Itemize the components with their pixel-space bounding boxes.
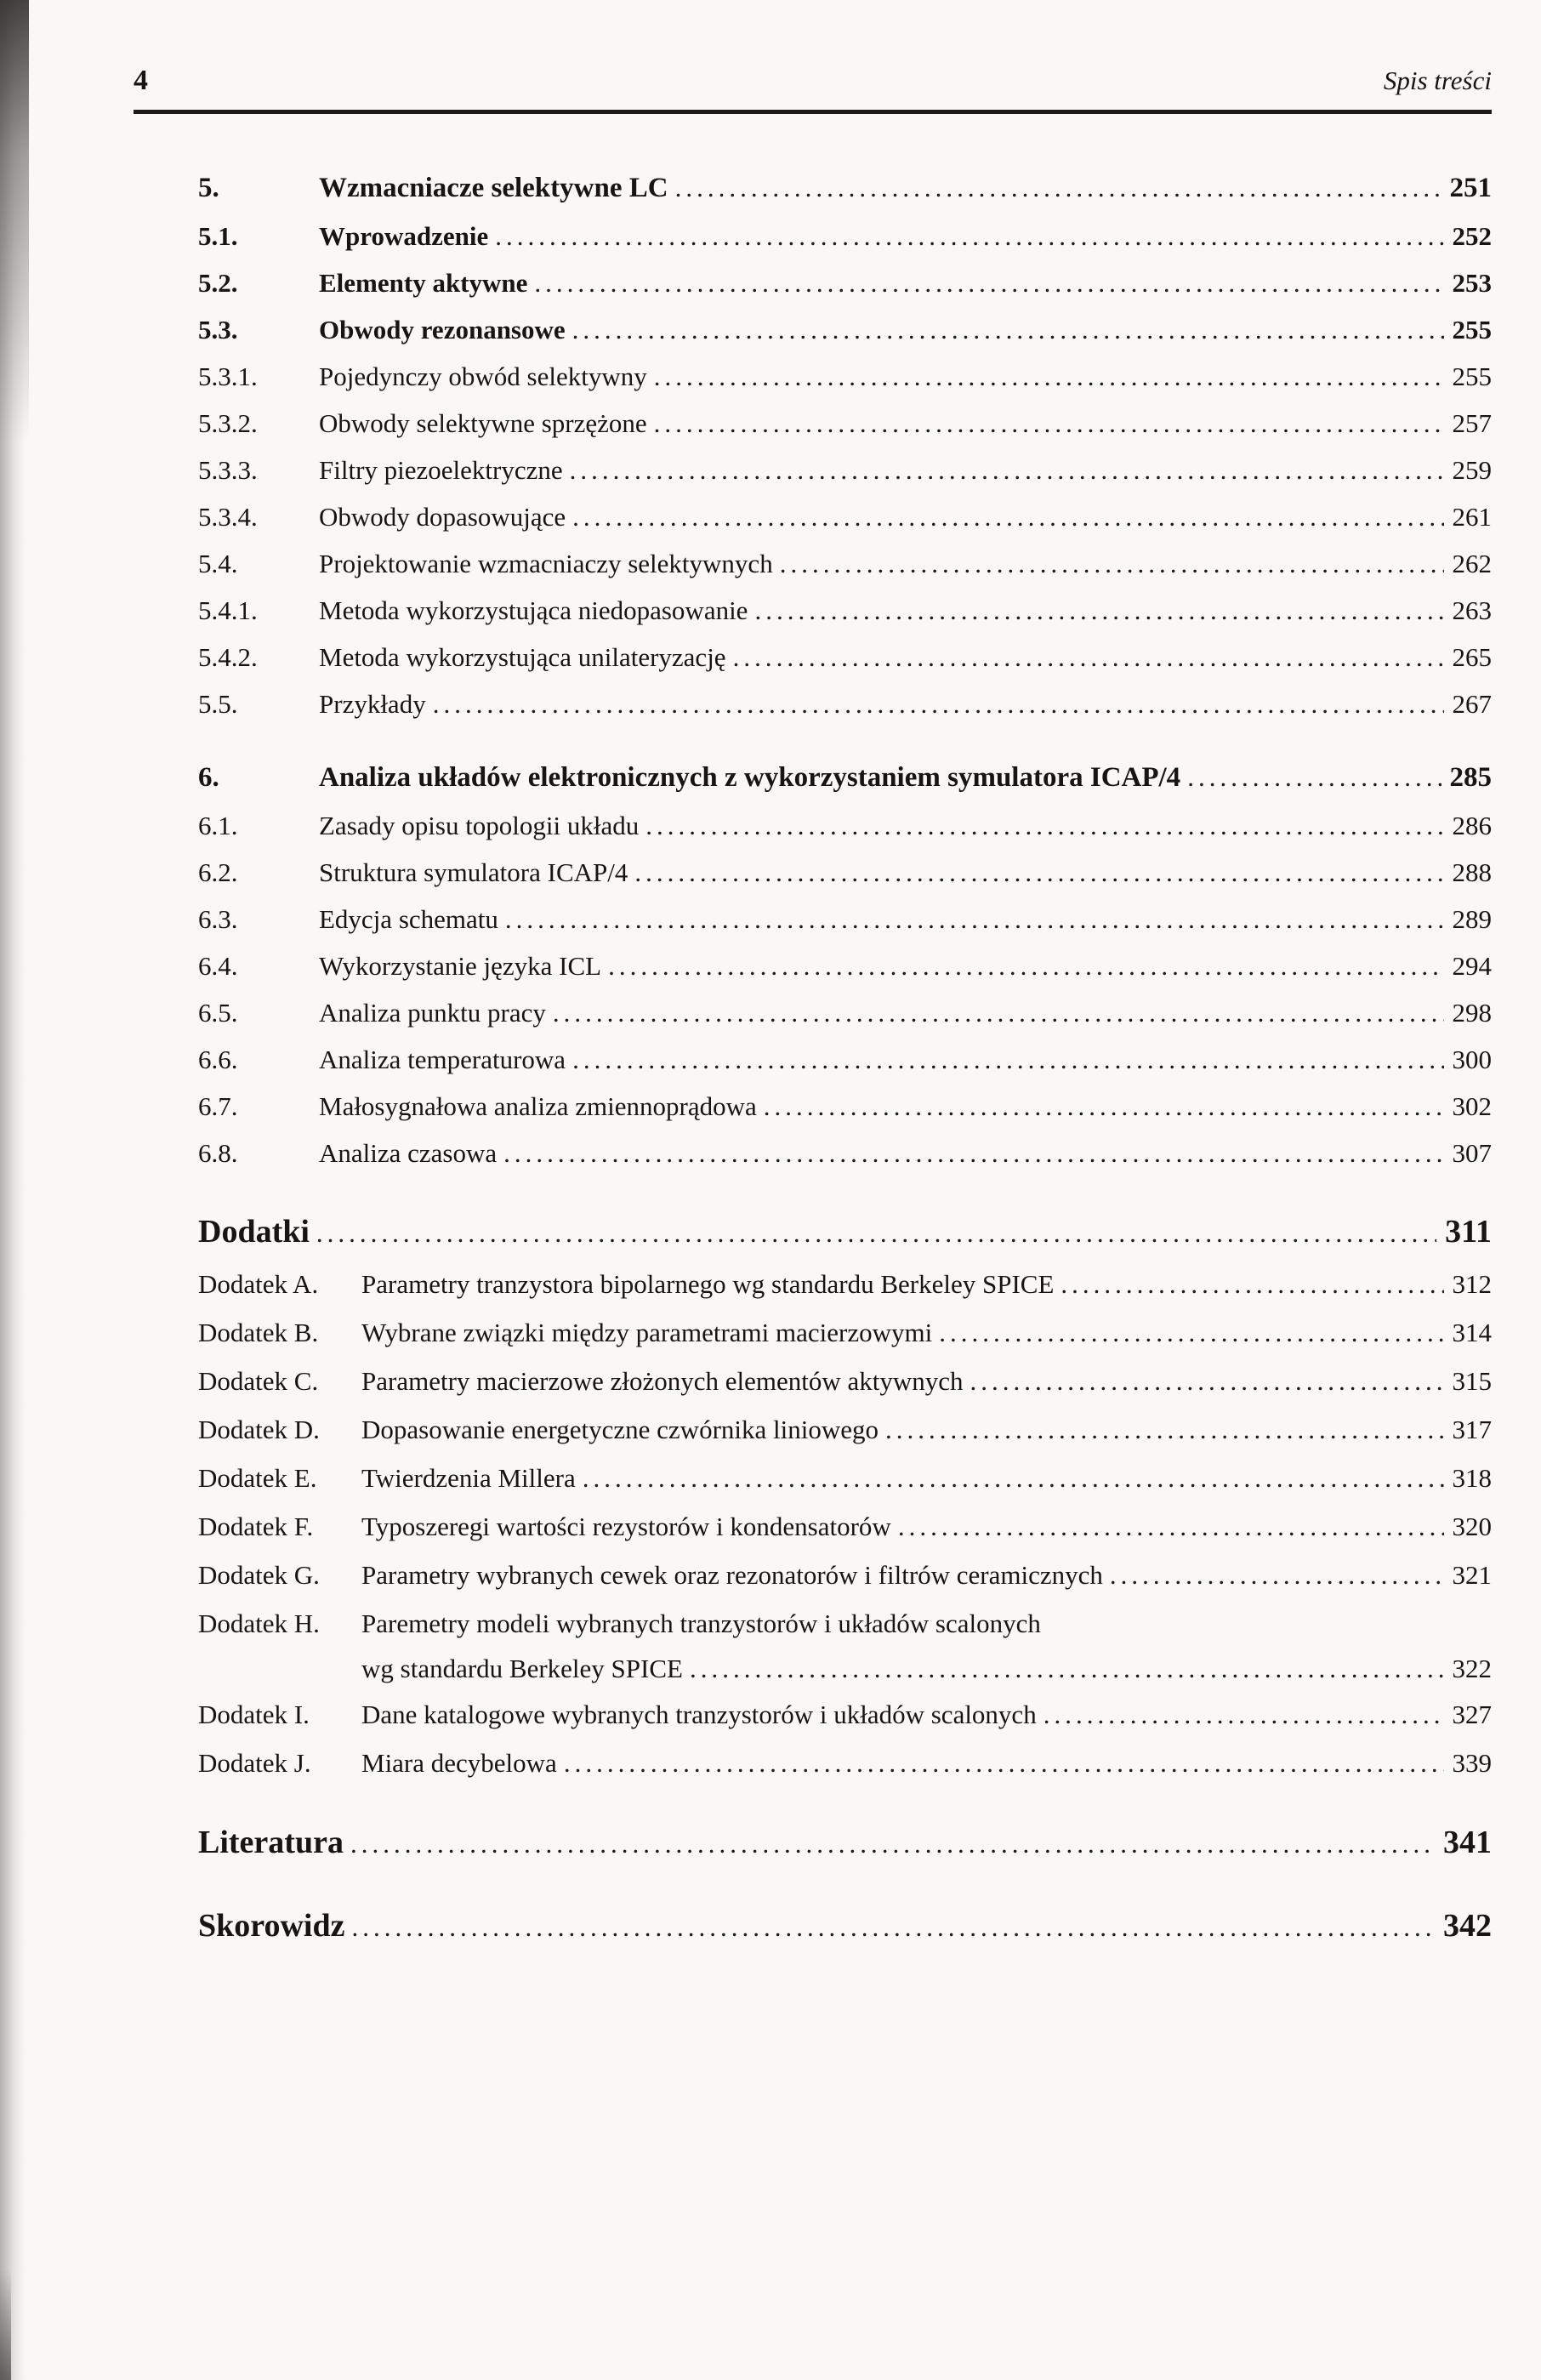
toc-row <box>198 802 1492 849</box>
toc-entry-number: 6.6. <box>198 1045 238 1074</box>
toc-row <box>198 1205 1492 1260</box>
toc <box>198 163 1492 1954</box>
toc-entry-page: 252 <box>1452 221 1492 251</box>
toc-row <box>198 753 1492 802</box>
toc-dot-leader <box>505 896 1444 942</box>
toc-entry-page: 263 <box>1452 595 1492 625</box>
toc-entry-title: Wzmacniacze selektywne LC <box>319 173 668 203</box>
toc-row <box>198 540 1492 587</box>
toc-entry-title: Analiza czasowa <box>319 1138 498 1168</box>
toc-entry-title: Parametry macierzowe złożonych elementów aktywnych <box>361 1366 964 1396</box>
toc-entry-page: 262 <box>1452 549 1492 578</box>
toc-row <box>198 1357 1492 1405</box>
toc-dot-leader <box>351 1901 1435 1954</box>
toc-entry-page: 311 <box>1445 1214 1492 1250</box>
toc-row <box>198 1551 1492 1599</box>
toc-entry-title: Metoda wykorzystująca unilateryzację <box>319 642 726 672</box>
toc-entry-page: 322 <box>1452 1654 1492 1683</box>
toc-row <box>198 1036 1492 1083</box>
toc-entry-number: 5.1. <box>198 221 238 251</box>
toc-entry-title: wg standardu Berkeley SPICE <box>361 1654 683 1683</box>
toc-entry-number: Dodatek E. <box>198 1463 317 1493</box>
toc-dot-leader <box>1043 1690 1444 1739</box>
toc-row <box>198 634 1492 680</box>
toc-entry-page: 265 <box>1452 642 1492 672</box>
toc-dot-leader <box>572 493 1443 540</box>
toc-entry-page: 255 <box>1452 315 1492 344</box>
toc-dot-leader <box>780 540 1444 587</box>
toc-entry-page: 288 <box>1452 857 1492 887</box>
header-rule <box>134 110 1492 114</box>
toc-row <box>198 1502 1492 1551</box>
toc-entry-page: 302 <box>1452 1091 1492 1121</box>
toc-entry-title: Miara decybelowa <box>361 1748 557 1778</box>
toc-dot-leader <box>898 1502 1444 1551</box>
toc-entry-number: 5.4. <box>198 549 238 578</box>
toc-dot-leader <box>675 163 1441 213</box>
toc-row <box>198 1308 1492 1357</box>
toc-entry-title: Obwody rezonansowe <box>319 315 566 344</box>
toc-row <box>198 587 1492 634</box>
toc-dot-leader <box>564 1739 1444 1787</box>
toc-entry-number: 6.4. <box>198 951 238 981</box>
toc-dot-leader <box>654 353 1444 400</box>
toc-row <box>198 1454 1492 1502</box>
toc-dot-leader <box>583 1454 1444 1502</box>
toc-entry-page: 312 <box>1452 1269 1492 1299</box>
toc-dot-leader <box>608 942 1443 989</box>
toc-dot-leader <box>534 259 1443 306</box>
toc-entry-title: Wykorzystanie języka ICL <box>319 951 602 981</box>
toc-row <box>198 942 1492 989</box>
toc-entry-title: Edycja schematu <box>319 904 498 934</box>
toc-dot-leader <box>350 1818 1435 1870</box>
toc-entry-page: 300 <box>1452 1045 1492 1074</box>
toc-row <box>198 1260 1492 1308</box>
toc-row <box>198 849 1492 896</box>
toc-dot-leader <box>690 1648 1444 1690</box>
toc-entry-number: Dodatek G. <box>198 1560 320 1590</box>
toc-dot-leader <box>764 1083 1444 1130</box>
toc-dot-leader <box>645 802 1443 849</box>
toc-row <box>198 1405 1492 1454</box>
toc-entry-number: 6. <box>198 762 219 793</box>
toc-dot-leader <box>553 989 1444 1036</box>
toc-row <box>198 989 1492 1036</box>
toc-entry-title: Parametry wybranych cewek oraz rezonatorów i filtrów ceramicznych <box>361 1560 1103 1590</box>
toc-entry-number: 5.2. <box>198 268 238 298</box>
toc-dot-leader <box>572 1036 1443 1083</box>
toc-entry-title: Wybrane związki między parametrami macierzowymi <box>361 1318 933 1347</box>
toc-dot-leader <box>885 1405 1444 1454</box>
toc-row <box>198 400 1492 447</box>
toc-entry-title: Dane katalogowe wybranych tranzystorów i układów scalonych <box>361 1700 1037 1729</box>
toc-entry-page: 317 <box>1452 1415 1492 1444</box>
toc-entry-page: 259 <box>1452 455 1492 485</box>
toc-entry-title: Dodatki <box>198 1214 310 1250</box>
toc-entry-number: Dodatek C. <box>198 1366 319 1396</box>
toc-row <box>198 213 1492 259</box>
toc-entry-number: Dodatek J. <box>198 1748 311 1778</box>
toc-entry-page: 327 <box>1452 1700 1492 1729</box>
toc-entry-page: 257 <box>1452 408 1492 438</box>
toc-entry-number: 6.7. <box>198 1091 238 1121</box>
toc-entry-number: 6.5. <box>198 998 238 1028</box>
toc-entry-page: 253 <box>1452 268 1492 298</box>
toc-entry-number: Dodatek B. <box>198 1318 319 1347</box>
toc-entry-page: 320 <box>1452 1512 1492 1541</box>
toc-entry-page: 318 <box>1452 1463 1492 1493</box>
toc-entry-number: 5.3.2. <box>198 408 258 438</box>
toc-entry-title: Analiza punktu pracy <box>319 998 546 1028</box>
toc-entry-title: Paremetry modeli wybranych tranzystorów i układów scalonych <box>361 1608 1041 1638</box>
toc-dot-leader <box>572 306 1444 353</box>
toc-entry-number: 6.8. <box>198 1138 238 1168</box>
toc-entry-title: Obwody selektywne sprzężone <box>319 408 647 438</box>
toc-entry-title: Filtry piezoelektryczne <box>319 455 563 485</box>
toc-entry-page: 294 <box>1452 951 1492 981</box>
toc-dot-leader <box>503 1130 1443 1176</box>
toc-entry-title: Analiza układów elektronicznych z wykorzystaniem symulatora ICAP/4 <box>319 762 1181 793</box>
toc-entry-title: Wprowadzenie <box>319 221 489 251</box>
toc-entry-title: Parametry tranzystora bipolarnego wg standardu Berkeley SPICE <box>361 1269 1055 1299</box>
toc-entry-title: Analiza temperaturowa <box>319 1045 566 1074</box>
toc-entry-number: 5.3. <box>198 315 238 344</box>
toc-dot-leader <box>1187 753 1441 802</box>
toc-entry-title: Zasady opisu topologii układu <box>319 811 640 840</box>
toc-entry-title: Literatura <box>198 1825 344 1860</box>
toc-entry-page: 251 <box>1449 173 1492 203</box>
running-title: Spis treści <box>1383 65 1492 95</box>
toc-dot-leader <box>1061 1260 1443 1308</box>
toc-entry-title: Małosygnałowa analiza zmiennoprądowa <box>319 1091 757 1121</box>
toc-row <box>198 1690 1492 1739</box>
toc-entry-number: Dodatek A. <box>198 1269 319 1299</box>
toc-entry-page: 321 <box>1452 1560 1492 1590</box>
toc-row <box>198 1899 1492 1954</box>
toc-entry-title: Typoszeregi wartości rezystorów i kondensatorów <box>361 1512 891 1541</box>
toc-row <box>198 493 1492 540</box>
toc-row <box>198 1648 1492 1690</box>
toc-entry-title: Przykłady <box>319 689 426 719</box>
toc-row <box>198 259 1492 306</box>
toc-entry-number: 6.1. <box>198 811 238 840</box>
toc-entry-page: 341 <box>1443 1825 1492 1860</box>
toc-entry-page: 261 <box>1452 502 1492 532</box>
toc-entry-page: 286 <box>1452 811 1492 840</box>
toc-entry-title: Pojedynczy obwód selektywny <box>319 362 647 391</box>
toc-entry-number: Dodatek D. <box>198 1415 320 1444</box>
toc-row <box>198 680 1492 727</box>
toc-row <box>198 1816 1492 1870</box>
scan-mark-bottom-left <box>0 2269 11 2380</box>
toc-row <box>198 306 1492 353</box>
toc-entry-page: 255 <box>1452 362 1492 391</box>
toc-entry-number: Dodatek I. <box>198 1700 310 1729</box>
toc-dot-leader <box>733 634 1444 680</box>
toc-row <box>198 1599 1492 1648</box>
toc-entry-number: 5.3.3. <box>198 455 258 485</box>
scan-shadow-left-edge <box>0 0 26 2380</box>
toc-entry-title: Dopasowanie energetyczne czwórnika liniowego <box>361 1415 879 1444</box>
toc-entry-page: 298 <box>1452 998 1492 1028</box>
scanned-toc-page <box>134 0 1492 1954</box>
toc-row <box>198 1083 1492 1130</box>
toc-entry-page: 267 <box>1452 689 1492 719</box>
toc-row <box>198 1130 1492 1176</box>
toc-dot-leader <box>316 1207 1436 1260</box>
toc-dot-leader <box>754 587 1443 634</box>
toc-dot-leader <box>1110 1551 1444 1599</box>
toc-entry-number: 6.2. <box>198 857 238 887</box>
toc-entry-number: 6.3. <box>198 904 238 934</box>
toc-row <box>198 447 1492 493</box>
toc-entry-page: 315 <box>1452 1366 1492 1396</box>
toc-entry-page: 314 <box>1452 1318 1492 1347</box>
toc-dot-leader <box>634 849 1443 896</box>
toc-dot-leader <box>495 213 1443 259</box>
toc-dot-leader <box>939 1308 1443 1357</box>
scan-shadow-top-left-corner <box>0 0 29 442</box>
toc-entry-page: 289 <box>1452 904 1492 934</box>
toc-entry-title: Projektowanie wzmacniaczy selektywnych <box>319 549 773 578</box>
toc-entry-title: Twierdzenia Millera <box>361 1463 576 1493</box>
toc-entry-page: 342 <box>1443 1908 1492 1944</box>
toc-dot-leader <box>654 400 1444 447</box>
toc-entry-page: 339 <box>1452 1748 1492 1778</box>
page-header <box>134 0 1492 97</box>
toc-entry-number: 5. <box>198 173 219 203</box>
toc-entry-number: Dodatek F. <box>198 1512 314 1541</box>
toc-entry-page: 307 <box>1452 1138 1492 1168</box>
toc-entry-number: 5.3.4. <box>198 502 258 532</box>
toc-dot-leader <box>570 447 1444 493</box>
toc-entry-number: 5.5. <box>198 689 238 719</box>
toc-entry-title: Skorowidz <box>198 1908 345 1944</box>
toc-entry-title: Elementy aktywne <box>319 268 528 298</box>
toc-row <box>198 163 1492 213</box>
toc-entry-title: Obwody dopasowujące <box>319 502 566 532</box>
page-number: 4 <box>134 65 148 96</box>
toc-entry-number: 5.3.1. <box>198 362 258 391</box>
toc-row <box>198 353 1492 400</box>
toc-dot-leader <box>433 680 1444 727</box>
toc-entry-number: Dodatek H. <box>198 1608 320 1638</box>
toc-entry-title: Struktura symulatora ICAP/4 <box>319 857 628 887</box>
toc-entry-page: 285 <box>1449 762 1492 793</box>
toc-entry-number: 5.4.2. <box>198 642 258 672</box>
toc-row <box>198 1739 1492 1787</box>
toc-row <box>198 896 1492 942</box>
toc-entry-number: 5.4.1. <box>198 595 258 625</box>
toc-dot-leader <box>970 1357 1444 1405</box>
toc-entry-title: Metoda wykorzystująca niedopasowanie <box>319 595 748 625</box>
